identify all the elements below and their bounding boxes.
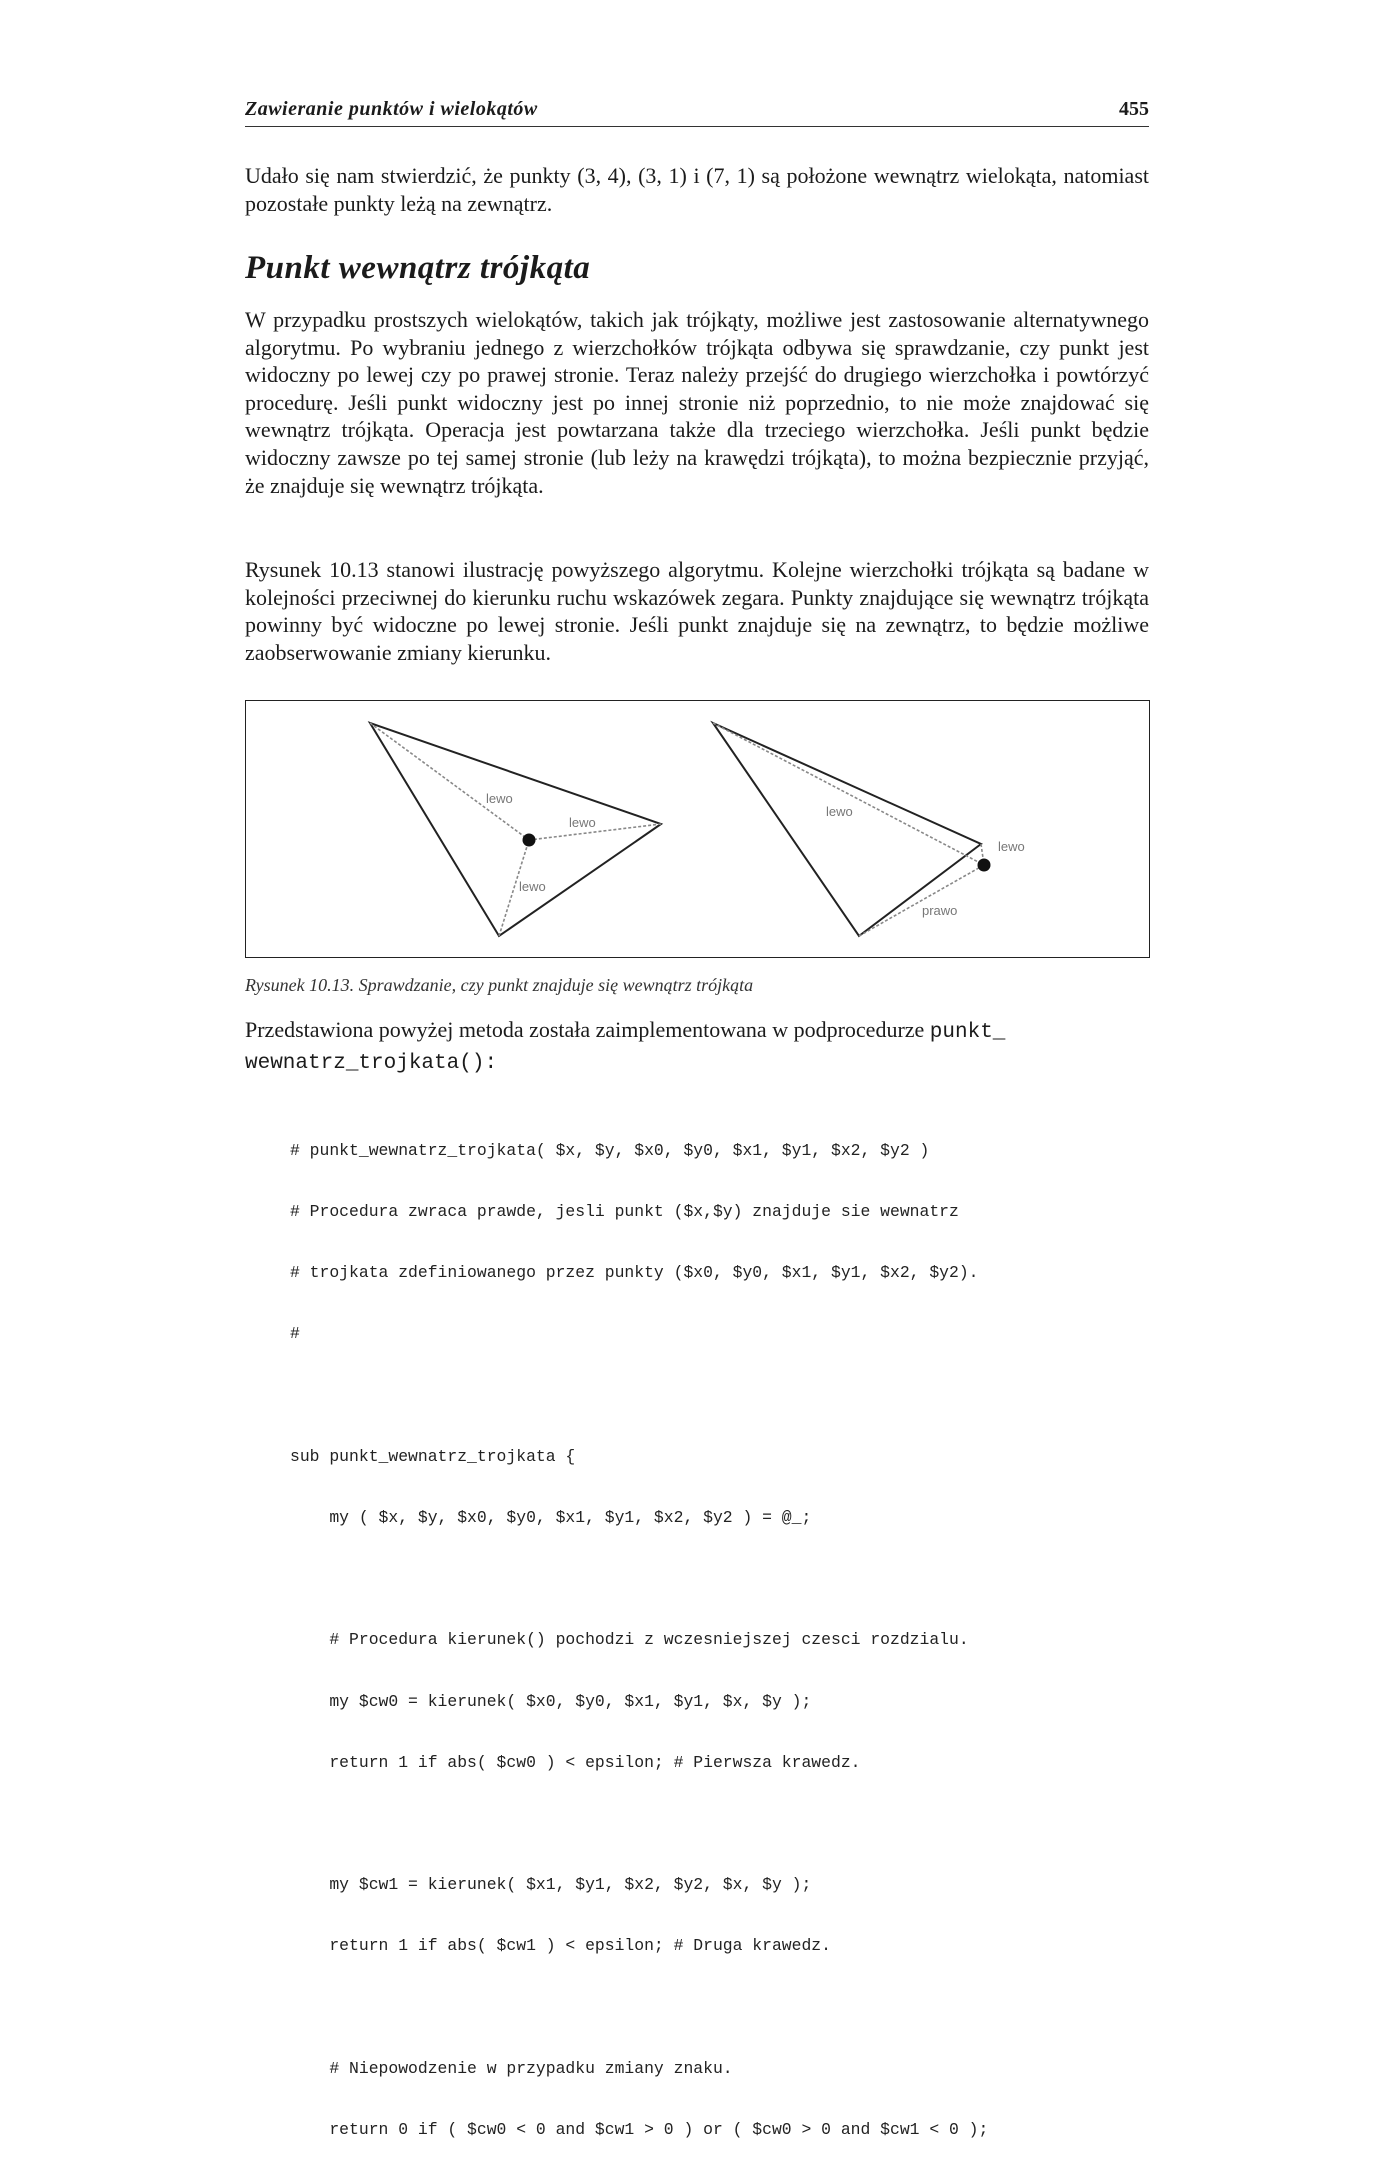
- left-label-2: lewo: [569, 815, 596, 830]
- code-line: # punkt_wewnatrz_trojkata( $x, $y, $x0, $y0, $x1, $y1, $x2, $y2 ): [290, 1140, 930, 1160]
- right-ray-1: [713, 723, 984, 865]
- paragraph-figure-description: Rysunek 10.13 stanowi ilustrację powyższego algorytmu. Kolejne wierzchołki trójkąta są badane w kolejności przeciwnej do kierunku ruchu wskazówek zegara. Punkty znajdujące się wewnątrz trójkąta powinny być widoczne po lewej stronie. Jeśli punkt znajduje się na zewnątrz, to będzie możliwe zaobserwowanie zmiany kierunku.: [245, 557, 1149, 665]
- code-line: my $cw0 = kierunek( $x0, $y0, $x1, $y1, $x, $y );: [290, 1691, 812, 1711]
- code-line: #: [290, 1324, 300, 1344]
- page-header: [245, 96, 1149, 127]
- left-test-point: [523, 834, 536, 847]
- inline-code-name-part1: punkt_: [929, 1021, 1006, 1044]
- code-line: # Procedura zwraca prawde, jesli punkt ($x,$y) znajduje sie wewnatrz: [290, 1202, 959, 1222]
- left-label-1: lewo: [486, 791, 513, 806]
- code-line: [290, 1569, 1150, 1589]
- code-line: # Niepowodzenie w przypadku zmiany znaku.: [290, 2058, 733, 2078]
- right-ray-3: [859, 865, 984, 936]
- inline-code-name-part2: wewnatrz_trojkata():: [245, 1051, 498, 1075]
- lead-paragraph: Udało się nam stwierdzić, że punkty (3, 4), (3, 1) i (7, 1) są położone wewnątrz wielokąta, natomiast pozostałe punkty leżą na zewnątrz.: [245, 163, 1149, 216]
- right-label-1: lewo: [826, 804, 853, 819]
- right-label-3: prawo: [922, 903, 958, 918]
- figure-caption: Rysunek 10.13. Sprawdzanie, czy punkt znajduje się wewnątrz trójkąta: [245, 975, 754, 995]
- code-line: return 0 if ( $cw0 < 0 and $cw1 > 0 ) or ( $cw0 > 0 and $cw1 < 0 );: [290, 2120, 989, 2140]
- implementation-text: Przedstawiona powyżej metoda została zaimplementowana w podprocedurze: [245, 1017, 930, 1042]
- code-line: [290, 1386, 1150, 1406]
- code-line: [290, 1998, 1150, 2018]
- code-line: return 1 if abs( $cw0 ) < epsilon; # Pierwsza krawedz.: [290, 1752, 861, 1772]
- code-line: # trojkata zdefiniowanego przez punkty ($x0, $y0, $x1, $y1, $x2, $y2).: [290, 1263, 979, 1283]
- code-line: sub punkt_wewnatrz_trojkata {: [290, 1446, 576, 1466]
- paragraph-implementation: [245, 1016, 1149, 1077]
- right-test-point: [978, 859, 991, 872]
- code-line: my ( $x, $y, $x0, $y0, $x1, $y1, $x2, $y2 ) = @_;: [290, 1508, 812, 1528]
- code-line: return 1 if abs( $cw1 ) < epsilon; # Druga krawedz.: [290, 1936, 831, 1956]
- running-title: Zawieranie punktów i wielokątów: [245, 98, 538, 120]
- figure-triangles: [245, 700, 1150, 958]
- page-number: 455: [1119, 98, 1149, 120]
- left-label-3: lewo: [519, 879, 546, 894]
- code-line: [290, 1814, 1150, 1834]
- section-title: Punkt wewnątrz trójkąta: [245, 250, 591, 286]
- code-line: my $cw1 = kierunek( $x1, $y1, $x2, $y2, $x, $y );: [290, 1875, 812, 1895]
- right-label-2: lewo: [998, 839, 1025, 854]
- paragraph-algorithm: W przypadku prostszych wielokątów, takich jak trójkąty, możliwe jest zastosowanie alternatywnego algorytmu. Po wybraniu jednego z wierzchołków trójkąta odbywa się sprawdzanie, czy punkt jest widoczny po lewej czy po prawej stronie. Teraz należy przejść do drugiego wierzchołka i powtórzyć procedurę. Jeśli punkt widoczny jest po innej stronie niż poprzednio, to nie może znajdować się wewnątrz trójkąta. Operacja jest powtarzana także dla trzeciego wierzchołka. Jeśli punkt będzie widoczny zawsze po tej samej stronie (lub leży na krawędzi trójkąta), to można bezpiecznie przyjąć, że znajduje się wewnątrz trójkąta.: [245, 307, 1149, 498]
- left-ray-1: [370, 723, 529, 840]
- code-line: # Procedura kierunek() pochodzi z wczesniejszej czesci rozdzialu.: [290, 1630, 969, 1650]
- code-listing: [290, 1100, 1150, 2161]
- figure-illustration: [246, 701, 1149, 957]
